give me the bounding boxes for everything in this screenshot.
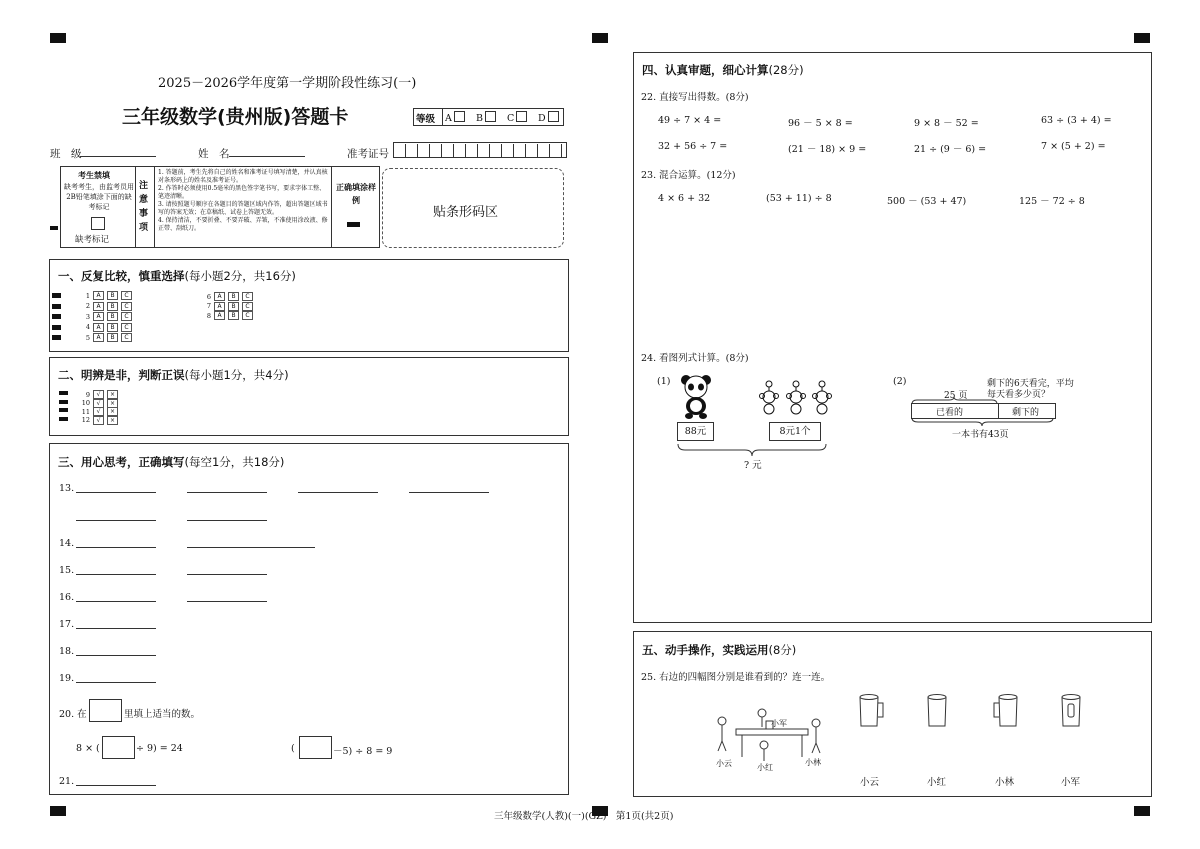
choice-bubble-b[interactable]: B [228,292,239,301]
judge-wrong-bubble[interactable]: × [107,416,118,425]
choice-bubble-c[interactable]: C [121,323,132,332]
grade-box [413,108,564,126]
row-marker [52,325,61,330]
choice-row [82,291,132,300]
exam-number-label: 准考证号 [347,148,389,160]
mug-view-handle-left [991,693,1021,729]
answer-blank[interactable] [76,785,156,786]
judge-right-bubble[interactable]: √ [93,407,104,416]
choice-bubble-a[interactable]: A [214,292,225,301]
q20-eq2-answer-box[interactable] [299,736,332,759]
absent-label: 缺考标记 [75,235,110,245]
answer-blank[interactable] [76,682,156,683]
choice-row [82,323,132,332]
judge-row-number: 9 [85,390,90,399]
question-20-suffix: 里填上适当的数。 [124,709,201,720]
calc-item: 63 ÷ (3 + 4) = [1041,115,1112,126]
notes-list [158,169,328,233]
answer-blank[interactable] [187,547,315,548]
person-label: 小云 [716,759,732,768]
answer-blank[interactable] [76,520,156,521]
choice-bubble-c[interactable]: C [242,292,253,301]
section-5-score: (8分) [768,643,797,657]
sample-fill-mark [347,222,360,227]
choice-bubble-b[interactable]: B [228,311,239,320]
choice-bubble-a[interactable]: A [93,291,104,300]
barcode-label: 贴条形码区 [433,205,499,220]
view-label: 小军 [1061,777,1081,788]
grade-option-a[interactable]: A [445,111,465,124]
choice-row-number: 6 [206,292,211,301]
table-scene-image [710,707,830,763]
question-20-prefix: 20. 在 [59,709,87,720]
forbidden-text: 缺考考生，由监考员用2B铅笔填涂下面的缺考标记 [64,183,134,211]
row-marker [52,314,61,319]
alignment-mark [50,806,66,816]
answer-blank[interactable] [187,520,267,521]
section-1-score: (每小题2分，共16分) [184,269,296,283]
absent-mark-box[interactable] [91,217,105,230]
barcode-area [382,168,564,248]
page-footer: 三年级数学(人教)(一)(GZ) 第1页(共2页) [494,811,674,822]
pages-read-label: 25 页 [944,391,968,401]
question-number: 21. [59,776,75,787]
choice-row [82,312,132,321]
forbidden-title: 考生禁填 [78,171,110,180]
q24-part1-question: ? 元 [744,460,762,471]
choice-row-number: 7 [206,302,211,310]
q22-title: 22. 直接写出得数。(8分) [641,92,749,103]
mug-view-handle-front [1058,693,1086,729]
mixed-calc-item: (53 + 11) ÷ 8 [766,193,832,204]
bar-brace-bottom [911,417,1056,427]
mixed-calc-item: 500 － (53 + 47) [887,196,967,207]
answer-blank[interactable] [76,492,156,493]
judge-right-bubble[interactable]: √ [93,399,104,408]
choice-bubble-b[interactable]: B [107,333,118,342]
mug-view-no-handle [925,693,953,729]
choice-bubble-a[interactable]: A [93,302,104,311]
row-marker [52,335,61,340]
alignment-mark [1134,33,1150,43]
q20-example-box [89,699,122,722]
monkey-keychain-image [811,380,833,416]
sheet-subtitle: 2025－2026学年度第一学期阶段性练习(一) [158,76,417,91]
choice-bubble-a[interactable]: A [93,312,104,321]
section-3-score: (每空1分，共18分) [184,455,285,469]
row-marker [59,408,68,412]
view-label: 小林 [995,777,1015,788]
section-3-title: 三、用心思考，正确填写 [58,455,185,469]
person-label: 小红 [757,763,773,772]
judge-right-bubble[interactable]: √ [93,390,104,399]
section-2-box [49,357,569,436]
answer-blank[interactable] [76,574,156,575]
q20-eq1-right: ÷ 9) = 24 [136,743,183,754]
book-total-label: 一本书有43页 [952,430,1009,440]
mixed-calc-item: 4 × 6 + 32 [658,193,711,204]
panda-toy-image [678,373,714,419]
grade-option-c[interactable]: C [507,111,527,124]
question-number: 14. [59,538,75,549]
choice-bubble-b[interactable]: B [107,312,118,321]
calc-item: 9 × 8 － 52 = [914,118,979,129]
judge-wrong-bubble[interactable]: × [107,399,118,408]
choice-bubble-c[interactable]: C [121,302,132,311]
row-marker [59,417,68,421]
view-label: 小红 [927,777,947,788]
section-1-title: 一、反复比较，慎重选择 [58,269,185,283]
q23-title: 23. 混合运算。(12分) [641,170,736,181]
mug-view-handle-right [857,693,885,729]
grade-option-b[interactable]: B [476,111,496,124]
monkey-keychain-image [785,380,807,416]
answer-blank[interactable] [298,492,378,493]
section-4-title: 四、认真审题，细心计算 [642,63,769,77]
q20-eq1-left: 8 × ( [76,743,100,754]
judge-right-bubble[interactable]: √ [93,416,104,425]
calc-item: 49 ÷ 7 × 4 = [658,115,722,126]
calc-item: 21 ÷ (9 － 6) = [914,144,987,155]
choice-bubble-b[interactable]: B [107,323,118,332]
answer-blank[interactable] [76,601,156,602]
q24-part1-label: (1) [657,376,671,387]
question-number: 15. [59,565,75,576]
notes-title: 注意事项 [139,181,149,233]
choice-row-number: 8 [206,311,211,320]
q20-eq2-right: －5) ÷ 8 = 9 [333,746,393,757]
choice-bubble-a[interactable]: A [93,333,104,342]
choice-bubble-b[interactable]: B [107,291,118,300]
answer-blank[interactable] [76,628,156,629]
section-4-box [633,52,1152,623]
question-number: 19. [59,673,75,684]
choice-bubble-a[interactable]: A [214,311,225,320]
judge-row-number: 11 [81,407,90,416]
price-tag-panda: 88元 [677,422,714,441]
choice-row-number: 5 [85,333,90,342]
choice-row [82,302,132,311]
judge-row-number: 10 [81,399,90,407]
alignment-mark [592,33,608,43]
row-marker [59,391,68,395]
q20-eq2-left: ( [291,743,295,754]
name-field[interactable] [229,156,305,157]
q24-part2-question-2: 每天看多少页？ [987,390,1051,400]
sample-label: 正确填涂样例 [336,183,376,205]
q20-eq1-answer-box[interactable] [102,736,135,759]
choice-bubble-c[interactable]: C [121,312,132,321]
alignment-mark [50,226,58,230]
choice-bubble-a[interactable]: A [93,323,104,332]
grade-label: 等级 [416,114,436,125]
choice-row [203,302,253,311]
choice-row-number: 4 [85,323,90,331]
row-marker [52,304,61,309]
mixed-calc-item: 125 － 72 ÷ 8 [1019,196,1085,207]
row-marker [52,293,61,298]
choice-bubble-c[interactable]: C [242,311,253,320]
exam-number-boxes[interactable] [393,142,567,158]
judge-wrong-bubble[interactable]: × [107,407,118,416]
calc-item: (21 － 18) × 9 = [788,144,867,155]
name-label: 姓 名 [198,148,230,160]
monkey-keychain-image [758,380,780,416]
judge-row-number: 12 [81,416,90,424]
section-2-title: 二、明辨是非，判断正误 [58,368,185,382]
choice-row [203,292,253,301]
row-marker [59,400,68,404]
answer-blank[interactable] [76,655,156,656]
person-label: 小军 [771,719,787,728]
section-4-score: (28分) [768,63,804,77]
choice-row-number: 3 [85,312,90,321]
class-label: 班 级 [50,148,82,160]
alignment-mark [50,33,66,43]
choice-row-number: 2 [85,302,90,310]
choice-row [203,311,253,320]
choice-row-number: 1 [85,291,90,300]
q24-part2-question-1: 剩下的6天看完，平均 [987,379,1074,389]
page-title: 三年级数学(贵州版)答题卡 [122,106,349,128]
answer-blank[interactable] [409,492,489,493]
choice-bubble-a[interactable]: A [214,302,225,311]
note-item: 1. 答题前，考生先将自己的姓名和准考证号填写清楚，并认真核对条形码上的姓名及准考证号。 [158,169,328,184]
calc-item: 96 － 5 × 8 = [788,118,853,129]
note-item: 3. 请按照题号顺序在各题目的答题区域内作答，超出答题区域书写的答案无效；在草稿纸、试卷上答题无效。 [158,201,328,216]
remaining-segment-label: 剩下的 [1012,408,1040,418]
calc-item: 32 + 56 ÷ 7 = [658,141,728,152]
q25-title: 25. 右边的四幅图分别是谁看到的？连一连。 [641,672,831,683]
class-field[interactable] [80,156,156,157]
read-segment-label: 已看的 [936,408,964,418]
q24-title: 24. 看图列式计算。(8分) [641,353,749,364]
choice-bubble-b[interactable]: B [107,302,118,311]
person-label: 小林 [805,758,821,767]
choice-bubble-c[interactable]: C [121,291,132,300]
answer-blank[interactable] [76,547,156,548]
q24-part2-label: (2) [893,376,907,387]
judge-wrong-bubble[interactable]: × [107,390,118,399]
info-block [60,166,380,248]
question-number: 16. [59,592,75,603]
choice-bubble-b[interactable]: B [228,302,239,311]
note-item: 4. 保持清洁，不要折叠、不要弄破、弄皱，不准使用涂改液、修正带、刮纸刀。 [158,217,328,232]
choice-row [82,333,132,342]
grade-option-d[interactable]: D [538,111,559,124]
section-2-score: (每小题1分，共4分) [184,368,289,382]
calc-item: 7 × (5 + 2) = [1041,141,1106,152]
bar-brace-top [911,397,1001,405]
note-item: 2. 作答时必须使用0.5毫米的黑色签字笔书写，要求字体工整、笔迹清晰。 [158,185,326,200]
view-label: 小云 [860,777,880,788]
choice-bubble-c[interactable]: C [121,333,132,342]
answer-blank[interactable] [187,492,267,493]
question-number: 17. [59,619,75,630]
alignment-mark [1134,806,1150,816]
price-tag-keychain: 8元1个 [769,422,821,441]
choice-bubble-c[interactable]: C [242,302,253,311]
answer-blank[interactable] [187,601,267,602]
answer-blank[interactable] [187,574,267,575]
question-number: 18. [59,646,75,657]
section-5-title: 五、动手操作，实践运用 [642,643,769,657]
judge-row [80,416,118,425]
question-number: 13. [59,483,75,494]
total-brace [677,443,827,457]
